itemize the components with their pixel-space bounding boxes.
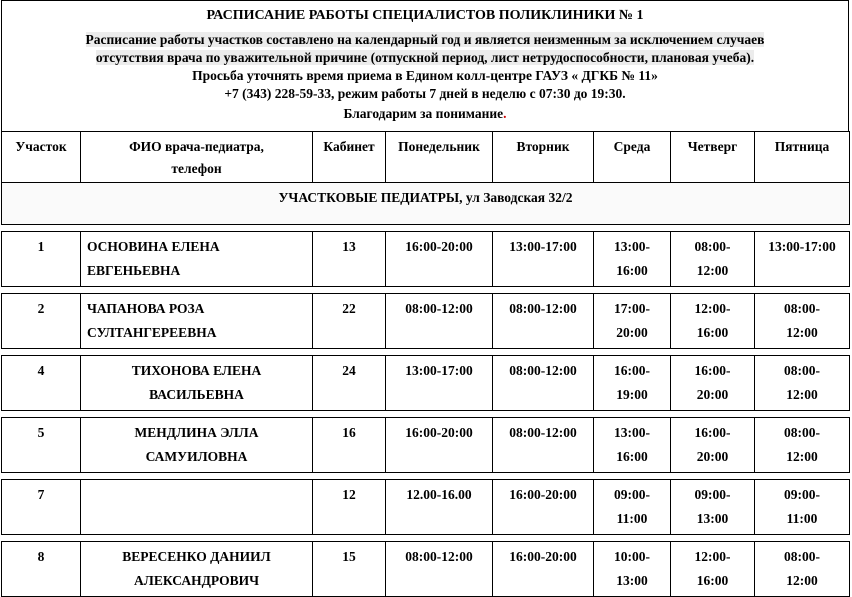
- district-cell-district: 2: [37, 301, 45, 316]
- row-spacer: [2, 349, 850, 356]
- col-doctor-header-line2: телефон: [171, 161, 222, 176]
- district-cell-district: 4: [37, 363, 45, 378]
- tuesday-cell: [493, 542, 594, 597]
- thursday-cell-thu2: 13:00: [696, 511, 729, 526]
- wednesday-cell-wed2: 16:00: [616, 263, 648, 278]
- row-spacer: [2, 225, 850, 232]
- row-spacer-cell: [2, 535, 850, 542]
- room-cell-room: 16: [342, 425, 356, 440]
- schedule-table: [1, 131, 850, 597]
- doctor-name-cell: [81, 294, 313, 349]
- doctor-name-cell-name1: МЕНДЛИНА ЭЛЛА: [134, 425, 259, 440]
- friday-cell: [755, 480, 850, 535]
- thursday-cell: [671, 356, 755, 411]
- monday-cell: [386, 542, 493, 597]
- thursday-cell-thu2: 16:00: [696, 573, 729, 588]
- doctor-name-cell-name1: ОСНОВИНА ЕЛЕНА: [87, 239, 220, 254]
- monday-cell: [386, 418, 493, 473]
- thursday-cell-thu1: 08:00-: [694, 239, 731, 254]
- monday-cell-mon: 16:00-20:00: [405, 239, 473, 254]
- doctor-name-cell: [81, 418, 313, 473]
- wednesday-cell-wed1: 13:00-: [614, 239, 650, 254]
- monday-cell: [386, 232, 493, 287]
- doctor-name-cell: [81, 480, 313, 535]
- tuesday-cell-tue: 13:00-17:00: [509, 239, 577, 254]
- row-spacer: [2, 535, 850, 542]
- table-row: [2, 542, 850, 597]
- room-cell-room: 15: [342, 549, 356, 564]
- section-title: УЧАСТКОВЫЕ ПЕДИАТРЫ, ул Заводская 32/2: [2, 183, 850, 225]
- friday-cell-fri2: 11:00: [786, 511, 818, 526]
- wednesday-cell-wed1: 10:00-: [614, 549, 650, 564]
- monday-cell-mon: 08:00-12:00: [405, 549, 473, 564]
- friday-cell-fri1: 09:00-: [784, 487, 820, 502]
- call-center-phone: +7 (343) 228-59-33, режим работы 7 дней в неделю с 07:30 до 19:30.: [224, 86, 626, 101]
- friday-cell-fri2: 12:00: [786, 573, 818, 588]
- friday-cell: [755, 232, 850, 287]
- thursday-cell-thu1: 16:00-: [694, 363, 731, 378]
- friday-cell-fri1: 08:00-: [784, 549, 820, 564]
- monday-cell-mon: 12.00-16.00: [406, 487, 472, 502]
- thursday-cell-thu2: 20:00: [696, 387, 729, 402]
- col-thursday-header: Четверг: [671, 132, 755, 183]
- room-cell: [313, 356, 386, 411]
- wednesday-cell: [594, 418, 671, 473]
- table-header-row: [2, 132, 850, 183]
- col-district-header: Участок: [2, 132, 81, 183]
- thanks-period: .: [503, 106, 507, 121]
- friday-cell: [755, 294, 850, 349]
- notice-line-1: [2, 32, 848, 48]
- friday-cell-fri2: 12:00: [786, 387, 818, 402]
- wednesday-cell-wed2: 16:00: [616, 449, 648, 464]
- wednesday-cell: [594, 294, 671, 349]
- doctor-name-cell-name1: ЧАПАНОВА РОЗА: [87, 301, 205, 316]
- wednesday-cell: [594, 232, 671, 287]
- doctor-name-cell: [81, 232, 313, 287]
- monday-cell-mon: 16:00-20:00: [405, 425, 473, 440]
- document-title: РАСПИСАНИЕ РАБОТЫ СПЕЦИАЛИСТОВ ПОЛИКЛИНИКИ № 1: [206, 8, 644, 23]
- col-monday-header: Понедельник: [386, 132, 493, 183]
- tuesday-cell: [493, 356, 594, 411]
- doctor-name-cell-name2: АЛЕКСАНДРОВИЧ: [134, 573, 259, 588]
- notice-line-2: [2, 50, 848, 66]
- row-spacer: [2, 411, 850, 418]
- wednesday-cell-wed1: 09:00-: [614, 487, 650, 502]
- doctor-name-cell-name2: СУЛТАНГЕРЕЕВНА: [87, 325, 217, 340]
- friday-cell-fri1: 08:00-: [784, 363, 820, 378]
- tuesday-cell-tue: 08:00-12:00: [509, 425, 577, 440]
- wednesday-cell-wed2: 13:00: [616, 573, 648, 588]
- row-spacer-cell: [2, 411, 850, 418]
- thanks-text: Благодарим за понимание: [343, 106, 504, 121]
- monday-cell: [386, 480, 493, 535]
- thursday-cell-thu2: 12:00: [696, 263, 729, 278]
- room-cell: [313, 542, 386, 597]
- district-cell: [2, 232, 81, 287]
- tuesday-cell: [493, 418, 594, 473]
- wednesday-cell: [594, 356, 671, 411]
- friday-cell: [755, 418, 850, 473]
- friday-cell-fri1: 08:00-: [784, 425, 820, 440]
- wednesday-cell-wed1: 17:00-: [614, 301, 650, 316]
- district-cell: [2, 542, 81, 597]
- wednesday-cell-wed1: 16:00-: [614, 363, 650, 378]
- doctor-name-cell-name1: ВЕРЕСЕНКО ДАНИИЛ: [122, 549, 271, 564]
- doctor-name-cell: [81, 356, 313, 411]
- table-row: [2, 294, 850, 349]
- district-cell-district: 1: [37, 239, 45, 254]
- notice-line-1-text: Расписание работы участков составлено на календарный год и является неизменным за исключением случаев: [85, 32, 765, 47]
- thursday-cell: [671, 294, 755, 349]
- district-cell: [2, 418, 81, 473]
- room-cell-room: 22: [342, 301, 356, 316]
- doctor-name-cell-name2: САМУИЛОВНА: [145, 449, 248, 464]
- room-cell-room: 13: [342, 239, 356, 254]
- thursday-cell: [671, 480, 755, 535]
- monday-cell-mon: 13:00-17:00: [405, 363, 473, 378]
- thursday-cell-thu2: 16:00: [696, 325, 729, 340]
- col-room-header: Кабинет: [313, 132, 386, 183]
- room-cell-room: 12: [342, 487, 356, 502]
- thursday-cell: [671, 418, 755, 473]
- row-spacer: [2, 287, 850, 294]
- table-row: [2, 418, 850, 473]
- monday-cell: [386, 356, 493, 411]
- wednesday-cell: [594, 480, 671, 535]
- thursday-cell: [671, 232, 755, 287]
- monday-cell-mon: 08:00-12:00: [405, 301, 473, 316]
- call-center-notice: Просьба уточнять время приема в Едином колл-центре ГАУЗ « ДГКБ № 11»: [192, 68, 658, 83]
- thursday-cell-thu1: 16:00-: [694, 425, 731, 440]
- tuesday-cell: [493, 294, 594, 349]
- thursday-cell-thu1: 12:00-: [694, 549, 731, 564]
- col-doctor-header: [81, 132, 313, 183]
- friday-cell: [755, 542, 850, 597]
- tuesday-cell: [493, 232, 594, 287]
- thursday-cell-thu1: 09:00-: [694, 487, 731, 502]
- friday-cell-fri1: 08:00-: [784, 301, 820, 316]
- tuesday-cell-tue: 16:00-20:00: [509, 549, 577, 564]
- room-cell: [313, 232, 386, 287]
- tuesday-cell-tue: 08:00-12:00: [509, 301, 577, 316]
- thursday-cell-thu2: 20:00: [696, 449, 729, 464]
- doctor-name-cell-name1: ТИХОНОВА ЕЛЕНА: [131, 363, 262, 378]
- doctor-name-cell-name2: ВАСИЛЬЕВНА: [149, 387, 244, 402]
- thursday-cell-thu1: 12:00-: [694, 301, 731, 316]
- friday-cell-fri2: 12:00: [786, 449, 818, 464]
- row-spacer-cell: [2, 287, 850, 294]
- col-doctor-header-line1: ФИО врача-педиатра,: [129, 139, 264, 154]
- district-cell: [2, 294, 81, 349]
- row-spacer: [2, 473, 850, 480]
- district-cell: [2, 356, 81, 411]
- friday-cell: [755, 356, 850, 411]
- tuesday-cell-tue: 16:00-20:00: [509, 487, 577, 502]
- table-row: [2, 480, 850, 535]
- district-cell-district: 8: [37, 549, 45, 564]
- section-row: [2, 183, 850, 225]
- col-tuesday-header: Вторник: [493, 132, 594, 183]
- tuesday-cell: [493, 480, 594, 535]
- room-cell: [313, 418, 386, 473]
- wednesday-cell-wed2: 20:00: [616, 325, 648, 340]
- wednesday-cell: [594, 542, 671, 597]
- notice-line-2-text: отсутствия врача по уважительной причине (отпускной период, лист нетрудоспособности, плановая учеба).: [95, 50, 755, 65]
- wednesday-cell-wed2: 19:00: [616, 387, 648, 402]
- monday-cell: [386, 294, 493, 349]
- tuesday-cell-tue: 08:00-12:00: [509, 363, 577, 378]
- row-spacer-cell: [2, 349, 850, 356]
- doctor-name-cell: [81, 542, 313, 597]
- col-friday-header: Пятница: [755, 132, 850, 183]
- doctor-name-cell-name2: ЕВГЕНЬЕВНА: [87, 263, 181, 278]
- room-cell: [313, 480, 386, 535]
- friday-cell-fri2: 12:00: [786, 325, 818, 340]
- room-cell-room: 24: [342, 363, 356, 378]
- thursday-cell: [671, 542, 755, 597]
- row-spacer-cell: [2, 473, 850, 480]
- room-cell: [313, 294, 386, 349]
- table-row: [2, 356, 850, 411]
- district-cell-district: 7: [37, 487, 45, 502]
- thanks-note: [2, 106, 848, 122]
- notice-header: [1, 0, 849, 131]
- district-cell-district: 5: [37, 425, 45, 440]
- wednesday-cell-wed2: 11:00: [616, 511, 648, 526]
- district-cell: [2, 480, 81, 535]
- table-row: [2, 232, 850, 287]
- row-spacer-cell: [2, 225, 850, 232]
- friday-cell-fri1: 13:00-17:00: [768, 239, 836, 254]
- col-wednesday-header: Среда: [594, 132, 671, 183]
- wednesday-cell-wed1: 13:00-: [614, 425, 650, 440]
